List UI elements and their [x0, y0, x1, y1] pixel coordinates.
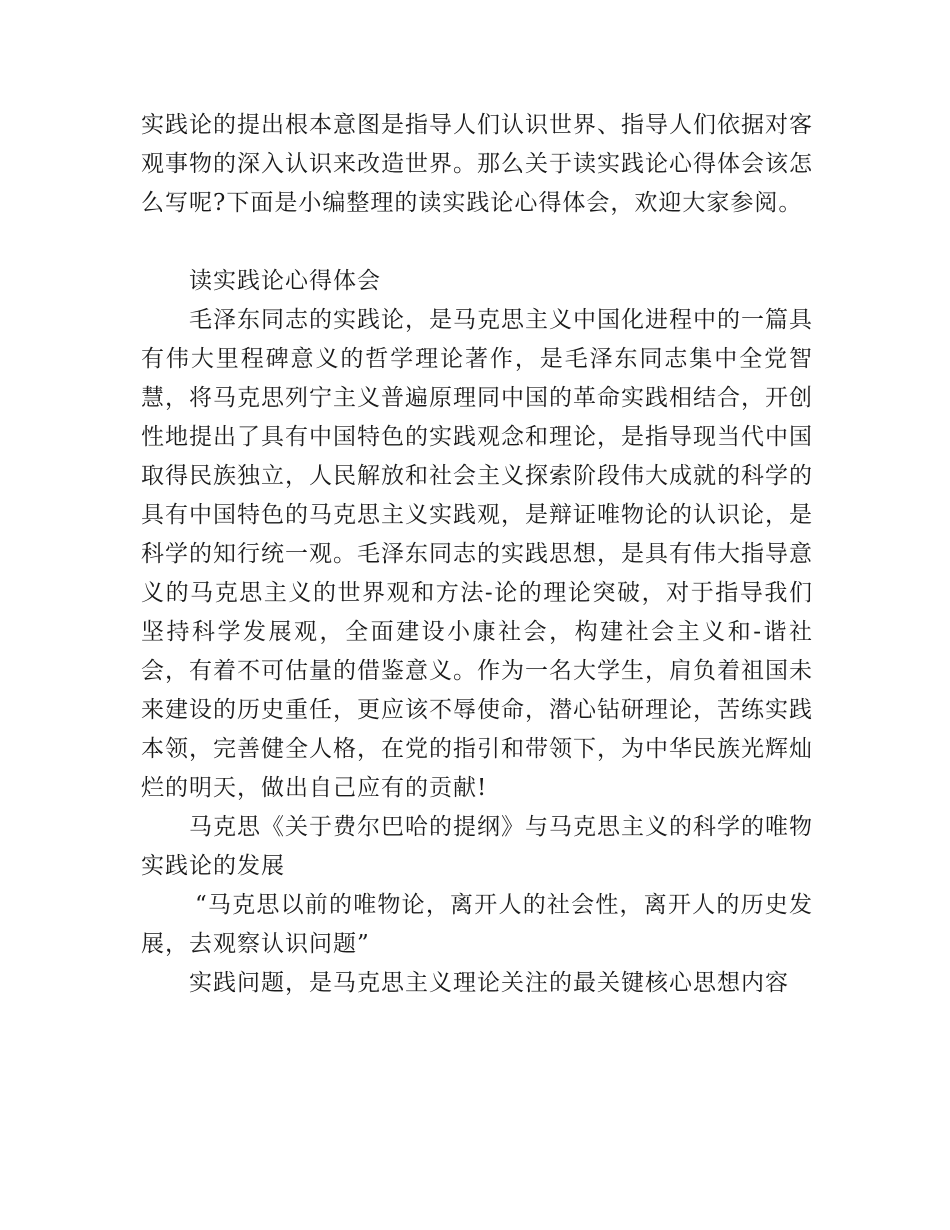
- paragraph-gap: [141, 223, 813, 262]
- body-paragraph-2: 实践问题，是马克思主义理论关注的最关键核心思想内容: [189, 970, 789, 996]
- document-body: [141, 106, 813, 1003]
- section-title: 读实践论心得体会: [189, 268, 381, 294]
- subheading: 马克思《关于费尔巴哈的提纲》与马克思主义的科学的唯物实践论的发展: [141, 814, 813, 879]
- quote-paragraph: “马克思以前的唯物论，离开人的社会性，离开人的历史发展，去观察认识问题”: [141, 892, 813, 957]
- body-paragraph-1: 毛泽东同志的实践论，是马克思主义中国化进程中的一篇具有伟大里程碑意义的哲学理论著作，是毛泽东同志集中全党智慧，将马克思列宁主义普遍原理同中国的革命实践相结合，开创性地提出了具有中国特色的实践观念和理论，是指导现当代中国取得民族独立，人民解放和社会主义探索阶段伟大成就的科学的具有中国特色的马克思主义实践观，是辩证唯物论的认识论，是科学的知行统一观。毛泽东同志的实践思想，是具有伟大指导意义的马克思主义的世界观和方法-论的理论突破，对于指导我们坚持科学发展观，全面建设小康社会，构建社会主义和-谐社会，有着不可估量的借鉴意义。作为一名大学生，肩负着祖国未来建设的历史重任，更应该不辱使命，潜心钻研理论，苦练实践本领，完善健全人格，在党的指引和带领下，为中华民族光辉灿烂的明天，做出自己应有的贡献!: [141, 307, 813, 801]
- intro-paragraph: 实践论的提出根本意图是指导人们认识世界、指导人们依据对客观事物的深入认识来改造世界。那么关于读实践论心得体会该怎么写呢?下面是小编整理的读实践论心得体会，欢迎大家参阅。: [141, 112, 813, 216]
